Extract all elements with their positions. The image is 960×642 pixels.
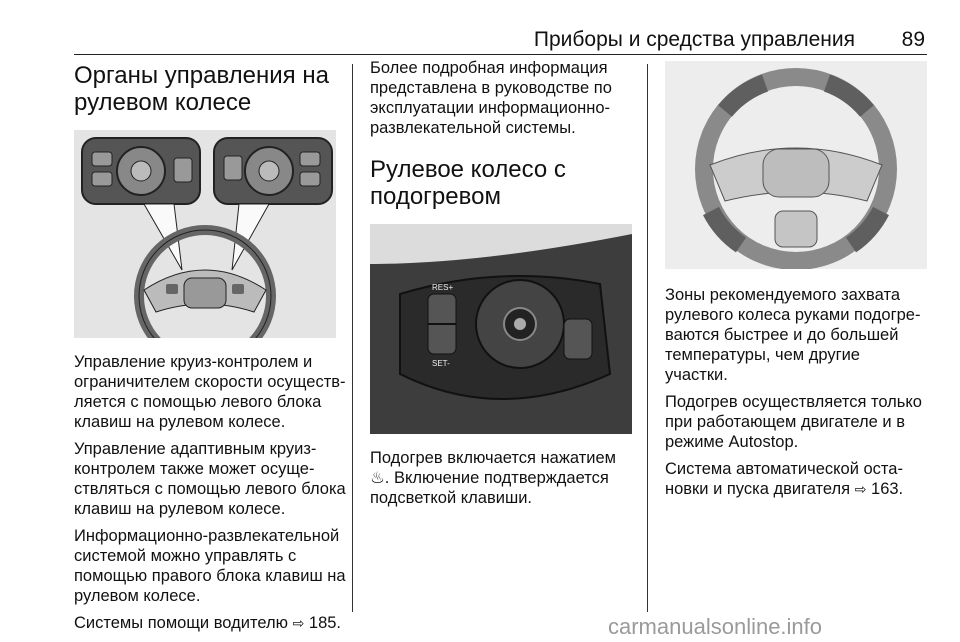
watermark: carmanualsonline.info (608, 614, 823, 639)
column-divider (647, 64, 648, 612)
page-reference-link[interactable]: 163. (871, 480, 904, 498)
paragraph: Управление круиз-контролем и ограничителем скорости осуществляется с помощью левого блока клавиш на рулевом колесе. (74, 353, 346, 431)
set-label: SET- (432, 359, 450, 368)
column-2 (370, 58, 632, 515)
page-header (74, 24, 927, 55)
page-reference-link[interactable]: 185. (308, 614, 342, 632)
heated-wheel-icon: ♨ (370, 469, 385, 487)
column-1 (74, 58, 346, 640)
paragraph-cross-reference: Системы помощи водителю ⇨ 185. (74, 614, 342, 632)
page-reference-arrow-icon: ⇨ (854, 481, 867, 497)
section-heading-steering-controls: Органы управления на рулевом колесе (74, 62, 329, 116)
heated-wheel-button-figure (370, 224, 632, 434)
paragraph: Информационно-развлекательной системой можно управлять с помощью правого блока клавиш на рулевом колесе. (74, 527, 346, 605)
paragraph: Зоны рекомендуемого захвата рулевого колеса руками подогреваются быстрее и до большей температуры, чем другие участки. (665, 286, 921, 384)
column-divider (352, 64, 353, 612)
paragraph: Подогрев включается нажатием ♨. Включение подтверждается подсветкой клавиши. (370, 449, 616, 507)
column-3 (665, 58, 927, 506)
steering-wheel-controls-figure (74, 130, 336, 338)
paragraph: Подогрев осуществляется только при работающем двигателе и в режиме Autostop. (665, 393, 922, 451)
paragraph-cross-reference: Система автоматической остановки и пуска двигателя ⇨ 163. (665, 460, 904, 498)
paragraph: Управление адаптивным круиз-контролем также может осуществляться с помощью левого блока клавиш на рулевом колесе. (74, 440, 346, 518)
paragraph: Более подробная информация представлена в руководстве по эксплуатации информационно-развлекательной системы. (370, 59, 612, 137)
steering-wheel-heated-zones-figure (665, 61, 927, 269)
header-title: Приборы и средства управления (533, 28, 855, 51)
page-reference-arrow-icon: ⇨ (292, 615, 305, 631)
res-label: RES+ (432, 283, 454, 292)
page-number: 89 (901, 28, 925, 51)
section-heading-heated-steering-wheel: Рулевое колесо с подогревом (370, 156, 566, 210)
